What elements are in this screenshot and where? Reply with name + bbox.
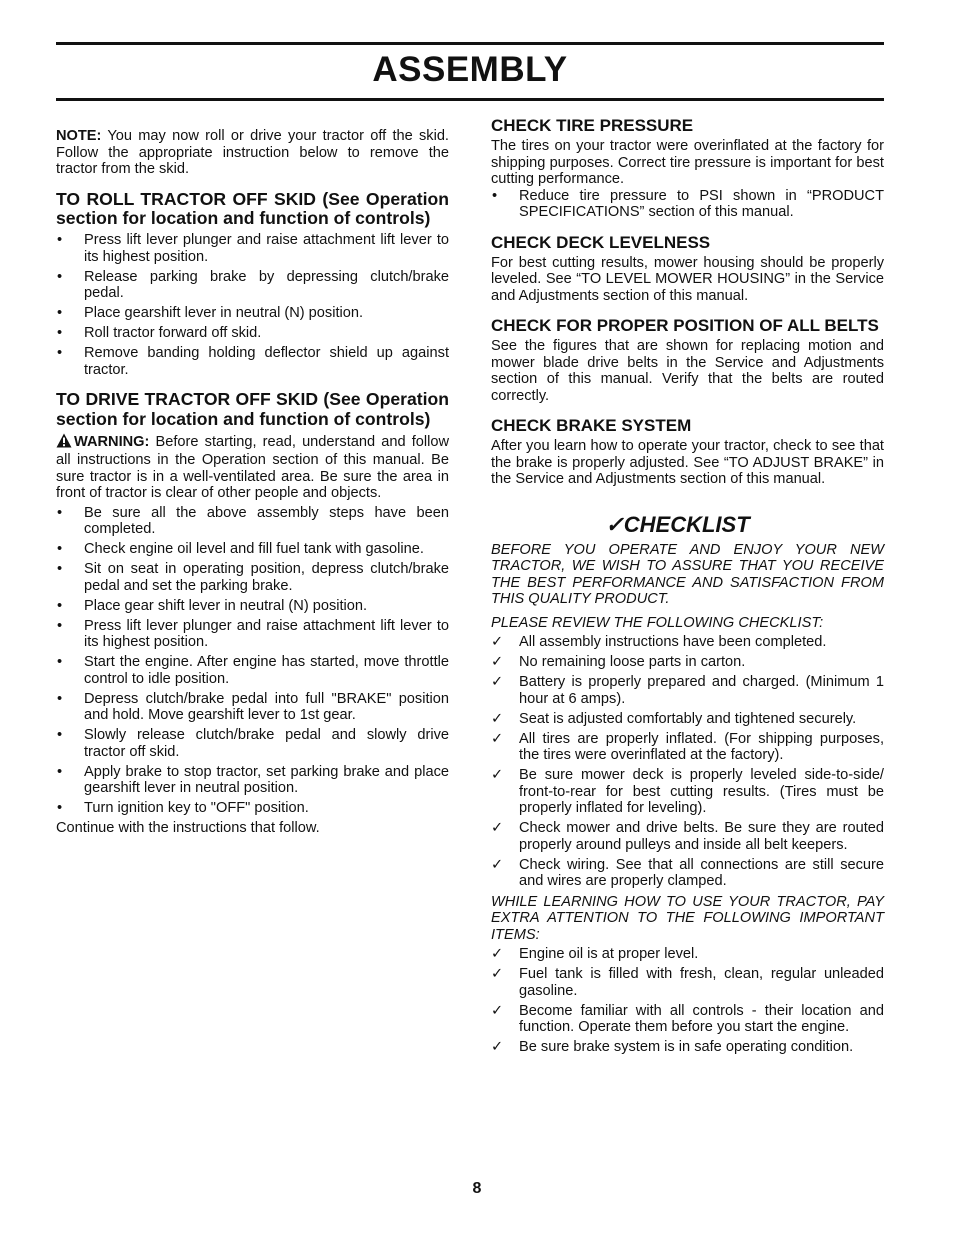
list-item — [56, 800, 449, 817]
page-title: ASSEMBLY — [372, 50, 568, 89]
checkmark-icon: ✓ — [491, 674, 504, 690]
warning-text: Before starting, read, understand and follow all instructions in the Operation section of this manual. Be sure tractor is in a well-ventilated area. Be sure the area in front of tractor is clear of other people and objects. — [56, 433, 449, 502]
note-label: NOTE: — [56, 128, 102, 144]
warning-label: WARNING: — [74, 433, 150, 450]
checklist-review: PLEASE REVIEW THE FOLLOWING CHECKLIST: — [491, 614, 824, 631]
checklist-title-text: CHECKLIST — [623, 511, 750, 537]
checkmark-icon: ✓ — [491, 654, 504, 670]
checklist-item — [491, 857, 884, 890]
left-column — [56, 128, 449, 837]
checklist-item — [491, 731, 884, 764]
header-rule-top — [56, 42, 884, 45]
checklist-item — [491, 654, 884, 671]
drive-off-skid-heading: TO DRIVE TRACTOR OFF SKID (See Operation section for location and function of controls) — [56, 389, 449, 429]
list-item-text: Release parking brake by depressing clutch/brake pedal. — [84, 268, 449, 302]
checklist-title — [491, 512, 884, 538]
checklist-important-list — [491, 946, 884, 1056]
list-item — [56, 269, 449, 302]
checkmark-icon: ✓ — [491, 1002, 504, 1019]
right-column — [491, 116, 884, 1059]
checklist-item — [491, 674, 884, 707]
list-item-text: Press lift lever plunger and raise attachment lift lever to its highest position. — [84, 617, 449, 651]
checkmark-icon: ✓ — [491, 767, 504, 783]
checklist-item — [491, 946, 884, 963]
list-item-text: Depress clutch/brake pedal into full "BRAKE" position and hold. Move gearshift lever to 1st gear. — [84, 690, 449, 724]
list-item-text: All tires are properly inflated. (For shipping purposes, the tires were overinflated at the factory). — [519, 730, 884, 763]
list-item — [56, 691, 449, 724]
list-item — [56, 654, 449, 687]
list-item-text: Press lift lever plunger and raise attachment lift lever to its highest position. — [84, 232, 449, 265]
checkmark-icon: ✓ — [491, 856, 504, 873]
note-text: You may now roll or drive your tractor off the skid. Follow the appropriate instruction below to remove the tractor from the skid. — [56, 128, 449, 177]
checklist-item — [491, 820, 884, 853]
roll-off-skid-heading: TO ROLL TRACTOR OFF SKID (See Operation section for location and function of controls) — [56, 188, 449, 229]
list-item-text: Place gear shift lever in neutral (N) position. — [84, 597, 368, 614]
tire-pressure-body: The tires on your tractor were overinflated at the factory for shipping purposes. Correct tire pressure is important for best cutting performance. — [491, 138, 884, 187]
belts-section — [491, 316, 884, 404]
list-item-text: Remove banding holding deflector shield up against tractor. — [84, 345, 449, 378]
roll-off-skid-list — [56, 232, 449, 378]
deck-levelness-section — [491, 233, 884, 305]
list-item — [56, 598, 449, 615]
list-item-text: Place gearshift lever in neutral (N) position. — [84, 305, 364, 322]
list-item — [56, 541, 449, 558]
brake-section — [491, 416, 884, 488]
page-number: 8 — [472, 1180, 482, 1197]
list-item-text: All assembly instructions have been completed. — [519, 634, 827, 650]
deck-levelness-body: For best cutting results, mower housing should be properly leveled. See “TO LEVEL MOWER HOUSING” in the Service and Adjustments section of this manual. — [491, 254, 884, 304]
list-item — [491, 188, 884, 221]
belts-heading: CHECK FOR PROPER POSITION OF ALL BELTS — [491, 316, 879, 335]
list-item-text: Slowly release clutch/brake pedal and slowly drive tractor off skid. — [84, 727, 449, 760]
deck-levelness-heading: CHECK DECK LEVELNESS — [491, 232, 711, 252]
list-item-text: Start the engine. After engine has started, move throttle control to idle position. — [84, 654, 449, 687]
list-item-text: No remaining loose parts in carton. — [519, 654, 746, 670]
list-item-text: Check wiring. See that all connections are still secure and wires are properly clamped. — [519, 856, 884, 889]
list-item-text: Become familiar with all controls - their location and function. Operate them before you start the engine. — [519, 1002, 884, 1035]
list-item-text: Battery is properly prepared and charged. (Minimum 1 hour at 6 amps). — [519, 674, 884, 707]
brake-heading: CHECK BRAKE SYSTEM — [491, 416, 692, 435]
list-item-text: Check engine oil level and fill fuel tank with gasoline. — [84, 541, 424, 558]
belts-body: See the figures that are shown for replacing motion and mower blade drive belts in the Service and Adjustments section of this manual. Verify that the belts are routed correctly. — [491, 338, 884, 404]
tire-pressure-section — [491, 116, 884, 221]
checklist-item — [491, 711, 884, 728]
list-item-text: Be sure mower deck is properly leveled side-to-side/ front-to-rear for best cutting results. (Tires must be properly inflated for leveling). — [519, 767, 884, 816]
checkmark-icon: ✓ — [491, 634, 504, 650]
list-item-text: Engine oil is at proper level. — [519, 946, 699, 962]
list-item — [56, 305, 449, 322]
checkmark-icon: ✓ — [605, 511, 624, 537]
list-item — [56, 325, 449, 342]
continue-paragraph: Continue with the instructions that follow. — [56, 820, 320, 837]
list-item-text: Roll tractor forward off skid. — [84, 325, 262, 342]
checkmark-icon: ✓ — [491, 946, 504, 962]
warning-triangle-icon — [56, 433, 72, 453]
list-item-text: Seat is adjusted comfortably and tightened securely. — [519, 710, 857, 727]
checkmark-icon: ✓ — [491, 730, 504, 747]
list-item-text: Be sure all the above assembly steps have been completed. — [84, 504, 449, 538]
checkmark-icon: ✓ — [491, 710, 504, 727]
brake-body: After you learn how to operate your tractor, check to see that the brake is properly adjusted. See “TO ADJUST BRAKE” in the Service and Adjustments section of this manual. — [491, 438, 884, 487]
list-item-text: Reduce tire pressure to PSI shown in “PRODUCT SPECIFICATIONS” section of this manual. — [519, 187, 884, 220]
tire-pressure-heading: CHECK TIRE PRESSURE — [491, 116, 694, 135]
checklist-intro: BEFORE YOU OPERATE AND ENJOY YOUR NEW TRACTOR, WE WISH TO ASSURE THAT YOU RECEIVE THE BEST PERFORMANCE AND SATISFACTION FROM THIS QUALITY PRODUCT. — [491, 541, 884, 607]
list-item-text: Check mower and drive belts. Be sure they are routed properly around pulleys and inside all belt keepers. — [519, 820, 884, 853]
checklist-item — [491, 634, 884, 651]
tire-pressure-list — [491, 188, 884, 221]
checkmark-icon: ✓ — [491, 1039, 504, 1055]
header-rule-bottom — [56, 98, 884, 101]
list-item — [56, 561, 449, 594]
checklist-item — [491, 1039, 884, 1056]
checklist-item — [491, 767, 884, 817]
warning-paragraph — [56, 433, 449, 502]
list-item-text: Turn ignition key to "OFF" position. — [84, 800, 309, 817]
list-item — [56, 505, 449, 538]
list-item — [56, 727, 449, 760]
list-item — [56, 345, 449, 378]
list-item — [56, 232, 449, 265]
list-item-text: Be sure brake system is in safe operating condition. — [519, 1039, 854, 1055]
checklist-item — [491, 1003, 884, 1036]
note-paragraph — [56, 128, 449, 178]
checkmark-icon: ✓ — [491, 820, 504, 836]
list-item — [56, 618, 449, 651]
checklist-list — [491, 634, 884, 890]
drive-off-skid-list — [56, 505, 449, 817]
checkmark-icon: ✓ — [491, 966, 504, 982]
checklist-learning: WHILE LEARNING HOW TO USE YOUR TRACTOR, PAY EXTRA ATTENTION TO THE FOLLOWING IMPORTANT ITEMS: — [491, 893, 884, 943]
list-item — [56, 764, 449, 797]
list-item-text: Sit on seat in operating position, depress clutch/brake pedal and set the parking brake. — [84, 561, 449, 594]
list-item-text: Apply brake to stop tractor, set parking brake and place gearshift lever in neutral position. — [84, 763, 449, 797]
checklist-item — [491, 966, 884, 999]
list-item-text: Fuel tank is filled with fresh, clean, regular unleaded gasoline. — [519, 966, 884, 999]
